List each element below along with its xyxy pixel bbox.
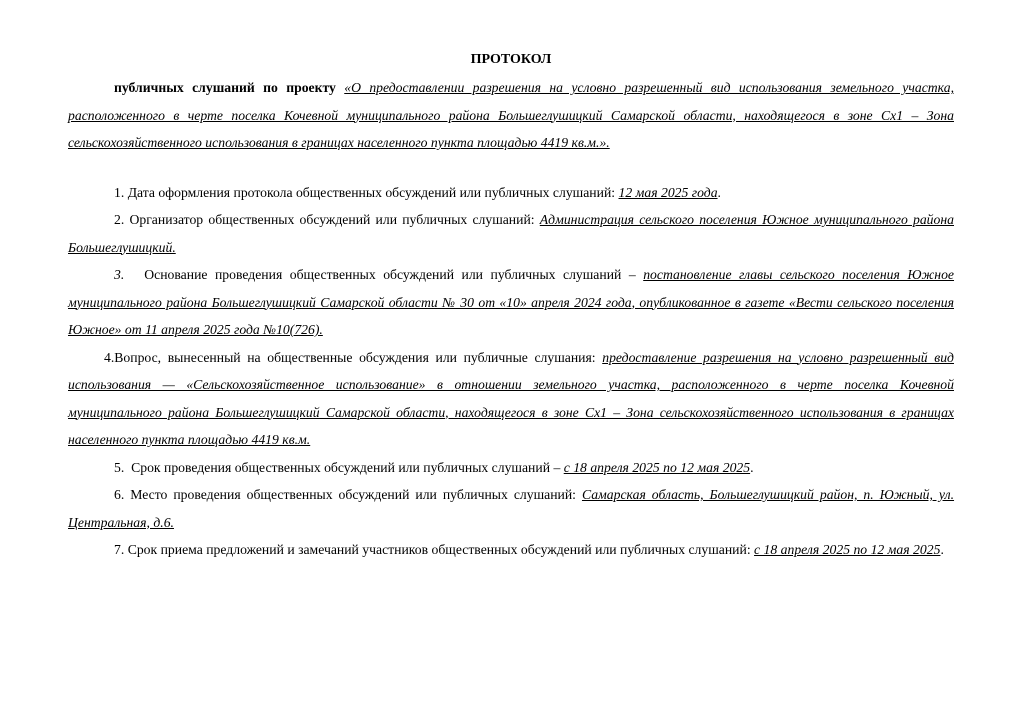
item-number: 7. xyxy=(114,542,125,557)
item-text: Срок проведения общественных обсуждений или публичных слушаний – xyxy=(131,459,561,475)
item-suffix: . xyxy=(750,459,754,475)
item-text: Место проведения общественных обсуждений или публичных слушаний: xyxy=(130,487,576,502)
item-number: 4. xyxy=(104,349,115,365)
item-number: 3. xyxy=(114,267,125,282)
item-value: 12 мая 2025 года xyxy=(618,184,718,200)
item-value: с 18 апреля 2025 по 12 мая 2025 xyxy=(563,459,751,475)
item-value: с 18 апреля 2025 по 12 мая 2025 xyxy=(754,542,941,557)
item-value: предоставление разрешения на условно разрешенный вид использования — «Сельскохозяйственное использование» в отношении земельного участка, расположенного в черте поселка Кочевной муниципального района Большеглушицкий Самарской области, находящегося в зоне Сх1 – Зона сельскохозяйственного использования в границах населенного пункта площадью 4419 кв.м. xyxy=(68,349,954,447)
item-3 xyxy=(68,261,954,344)
item-7 xyxy=(68,536,954,564)
document-title: ПРОТОКОЛ xyxy=(470,52,552,67)
item-text: Основание проведения общественных обсуждений или публичных слушаний – xyxy=(144,267,636,282)
item-text: Дата оформления протокола общественных обсуждений или публичных слушаний: xyxy=(127,184,616,200)
item-4 xyxy=(68,344,954,454)
item-number: 1. xyxy=(114,184,125,200)
item-5 xyxy=(68,454,954,482)
item-number: 6. xyxy=(114,487,125,502)
item-value: постановление главы сельского поселения Южное муниципального района Большеглушицкий Самарской области № 30 от «10» апреля 2024 года, опубликованное в газете «Вести сельского поселения Южное» от 11 апреля 2025 года №10(726). xyxy=(68,267,955,337)
item-suffix: . xyxy=(940,542,944,557)
protocol-document xyxy=(68,52,954,564)
item-2 xyxy=(68,206,954,261)
intro-paragraph xyxy=(68,74,954,157)
project-name: «О предоставлении разрешения на условно разрешенный вид использования земельного участка, расположенного в черте поселка Кочевной муниципального района Большеглушицкий Самарской области, находящегося в зоне Сх1 – Зона сельскохозяйственного использования в границах населенного пункта площадью 4419 кв.м.». xyxy=(68,80,954,150)
item-6 xyxy=(68,481,954,536)
item-suffix: . xyxy=(717,184,721,200)
item-number: 5. xyxy=(114,459,125,475)
item-value: Администрация сельского поселения Южное муниципального района Большеглушицкий. xyxy=(68,212,954,255)
item-value: Самарская область, Большеглушицкий район, п. Южный, ул. Центральная, д.6. xyxy=(68,487,955,530)
item-1 xyxy=(68,179,954,207)
intro-bold-prefix: публичных слушаний по проекту xyxy=(114,80,336,95)
item-text: Организатор общественных обсуждений или публичных слушаний: xyxy=(129,212,535,227)
item-number: 2. xyxy=(114,212,125,227)
item-text: Срок приема предложений и замечаний участников общественных обсуждений или публичных слушаний: xyxy=(127,542,751,557)
item-text: Вопрос, вынесенный на общественные обсуждения или публичные слушания: xyxy=(114,349,596,365)
